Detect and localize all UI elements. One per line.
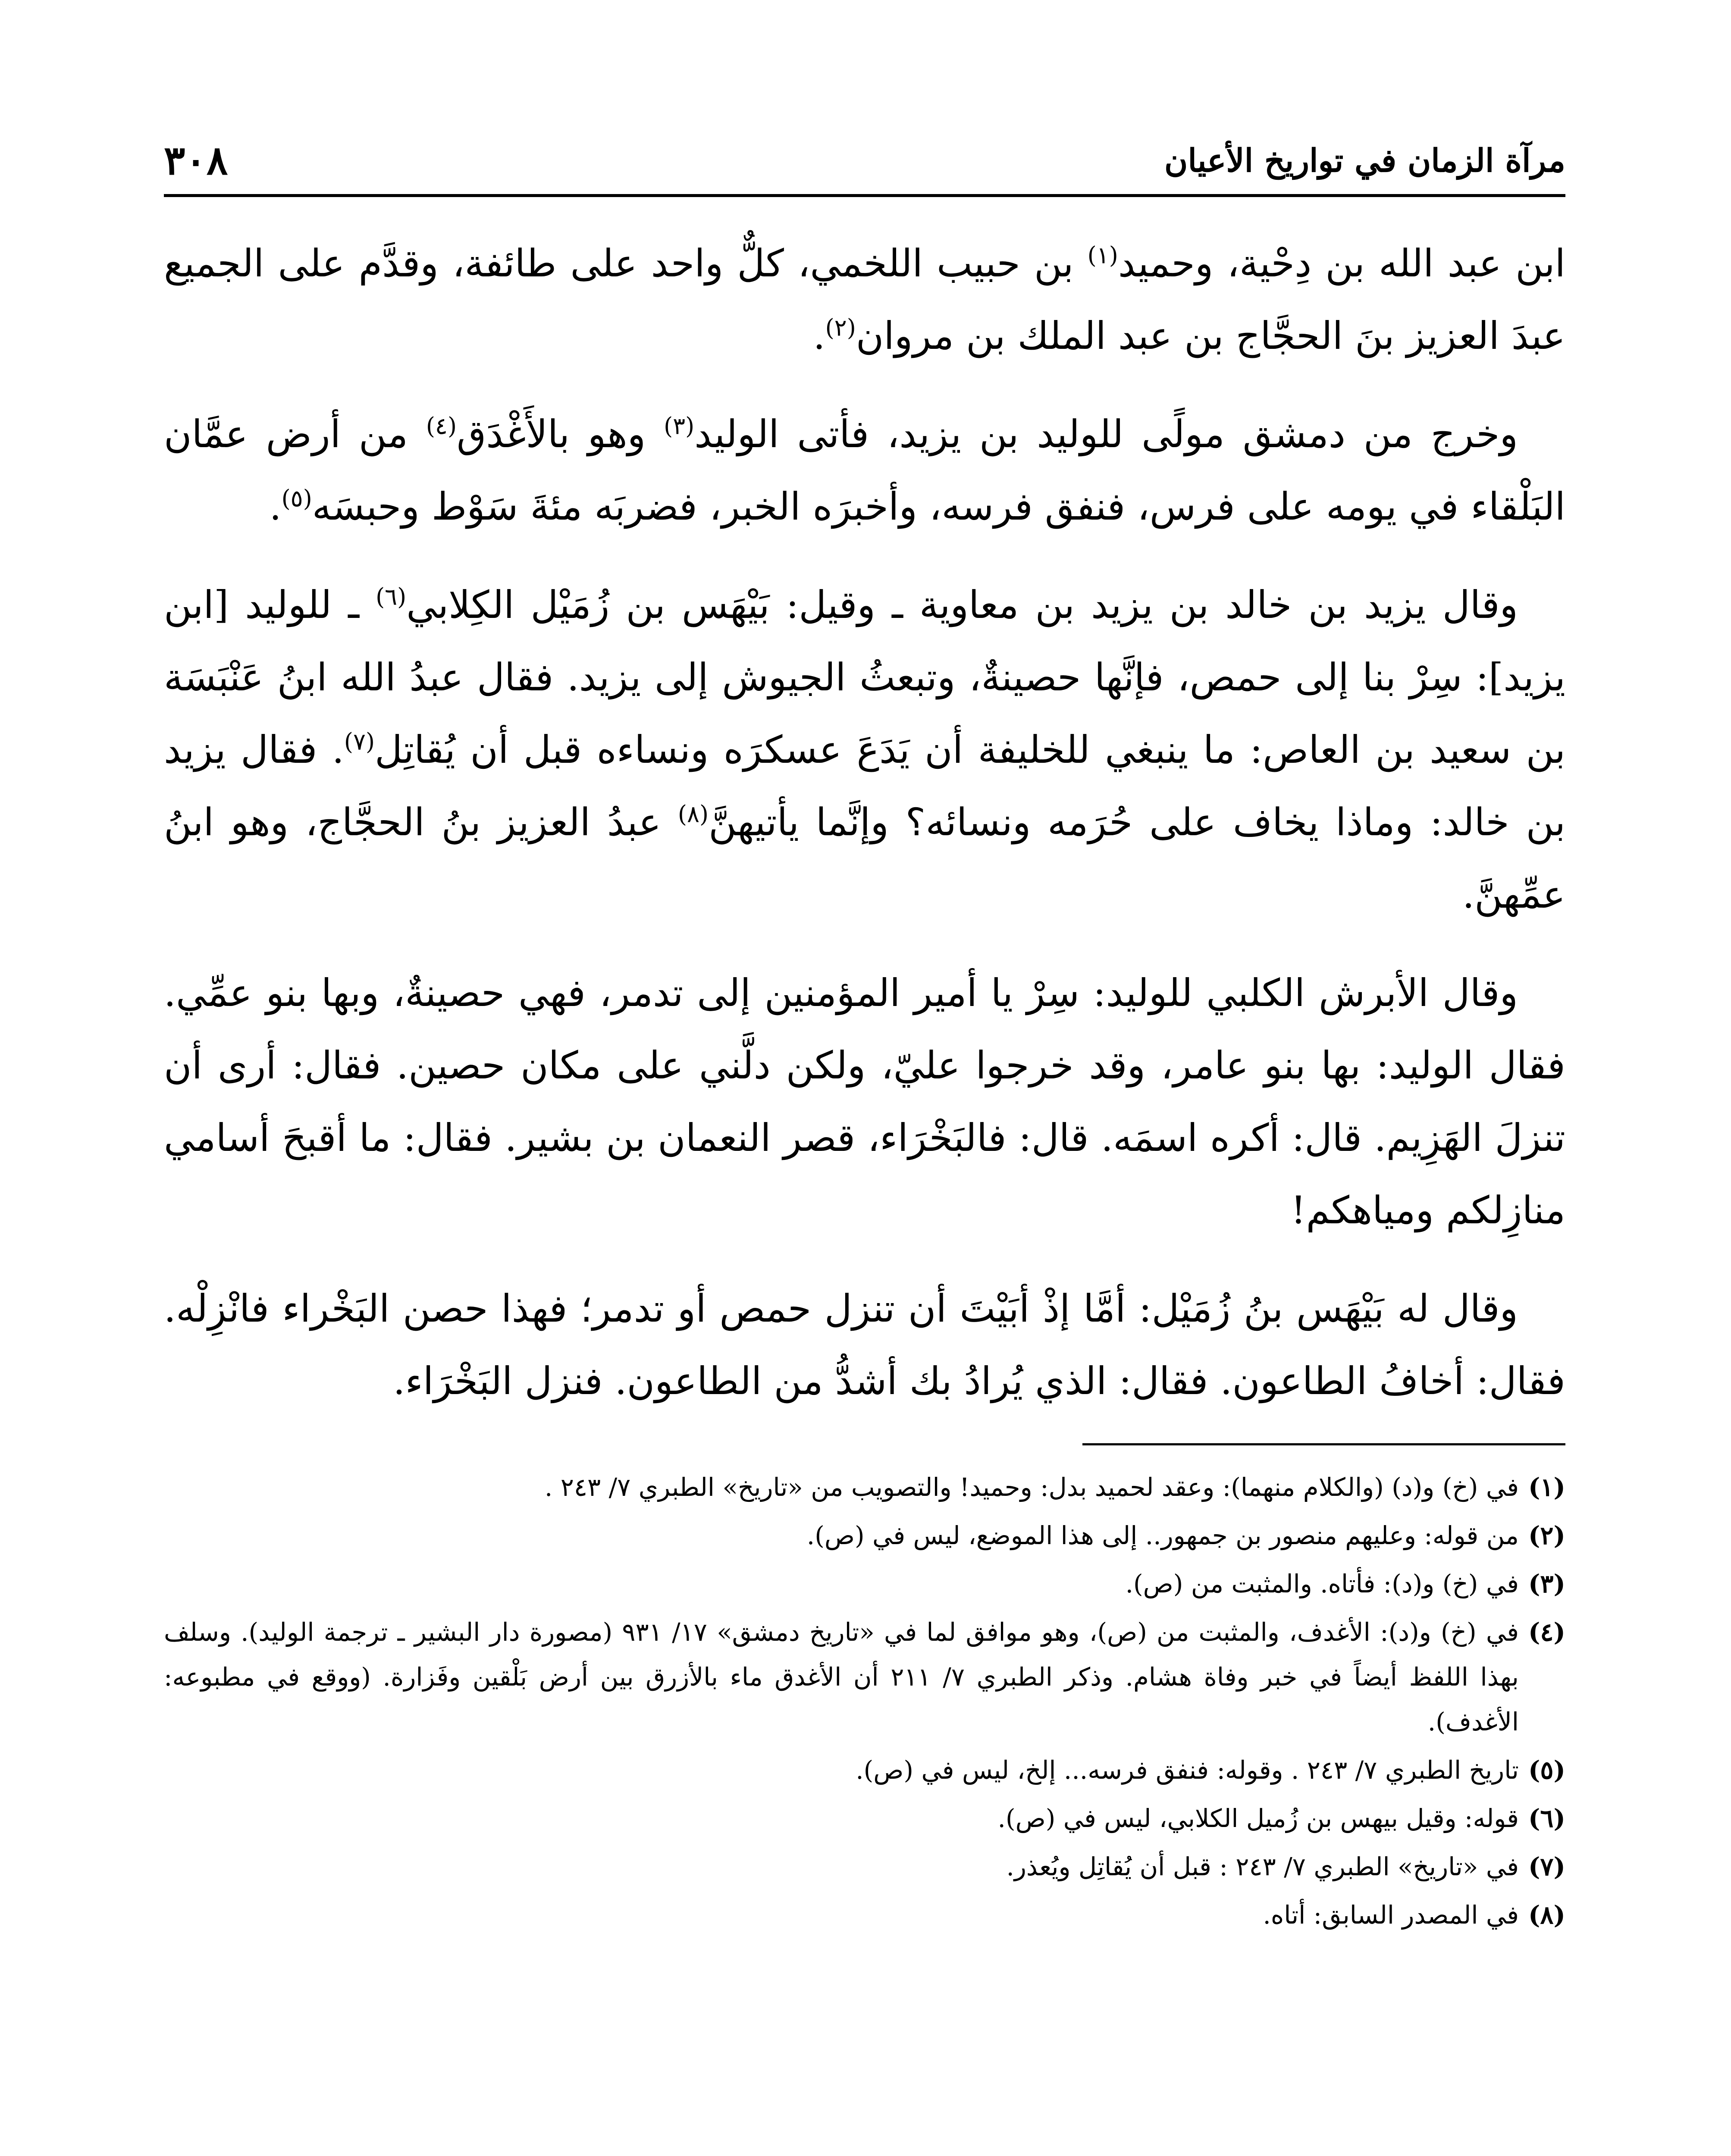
- text-run: من أرض عمَّان البَلْقاء في يومه على فرس، فنفق فرسه، وأخبرَه الخبر، فضربَه مئةَ سَوْط وحبسَه: [164, 412, 1565, 529]
- page-header: [164, 129, 1565, 197]
- page-number: ٣٠٨: [164, 137, 228, 184]
- running-title: مرآة الزمان في تواريخ الأعيان: [1164, 142, 1565, 179]
- footnote-number: (٢): [1528, 1521, 1565, 1550]
- footnote-6: [164, 1796, 1565, 1841]
- footnote-ref-1: (١): [1087, 241, 1118, 269]
- footnote-number: (٤): [1528, 1617, 1565, 1647]
- text-run: .: [269, 484, 282, 529]
- footnote-text: في (خ) و(د) (والكلام منهما): وعقد لحميد بدل: وحميد! والتصويب من «تاريخ» الطبري ٧/ ٢٤٣ .: [544, 1473, 1519, 1502]
- text-run: وقال له بَيْهَس بنُ زُمَيْل: أمَّا إذْ أبَيْتَ أن تنزل حمص أو تدمر؛ فهذا حصن البَخْراء فانْزِلْه. فقال: أخافُ الطاعون. فقال: الذي يُرادُ بك أشدُّ من الطاعون. فنزل البَخْرَاء.: [164, 1286, 1565, 1403]
- footnote-text: في (خ) و(د): فأتاه. والمثبت من (ص).: [1125, 1569, 1519, 1598]
- footnote-3: [164, 1561, 1565, 1606]
- footnote-2: [164, 1513, 1565, 1558]
- footnote-number: (٨): [1528, 1900, 1565, 1930]
- paragraph-1: [164, 227, 1565, 372]
- text-run: .: [813, 313, 825, 358]
- footnote-text: قوله: وقيل بيهس بن زُميل الكلابي، ليس في (ص).: [997, 1804, 1519, 1833]
- text-run: بن حبيب اللخمي، كلٌّ واحد على طائفة، وقدَّم على الجميع عبدَ العزيز بنَ الحجَّاج بن عبد الملك بن مروان: [164, 241, 1565, 358]
- paragraph-3: [164, 569, 1565, 931]
- text-run: ـ للوليد [ابن يزيد]: سِرْ بنا إلى حمص، فإنَّها حصينةٌ، وتبعثُ الجيوش إلى يزيد. فقال عبدُ الله ابنُ عَنْبَسَة بن سعيد بن العاص: ما ينبغي للخليفة أن يَدَعَ عسكرَه ونساءه قبل أن يُقاتِل: [164, 583, 1565, 772]
- footnote-number: (٧): [1528, 1852, 1565, 1881]
- footnote-8: [164, 1893, 1565, 1937]
- text-run: وخرج من دمشق مولًى للوليد بن يزيد، فأتى الوليد: [694, 412, 1518, 456]
- footnote-number: (٦): [1528, 1804, 1565, 1833]
- footnote-number: (٣): [1528, 1569, 1565, 1598]
- text-run: وهو بالأَغْدَق: [457, 412, 664, 456]
- footnote-divider: [1082, 1443, 1565, 1445]
- footnote-ref-5: (٥): [281, 485, 312, 512]
- text-run: وقال الأبرش الكلبي للوليد: سِرْ يا أمير المؤمنين إلى تدمر، فهي حصينةٌ، وبها بنو عمِّي. فقال الوليد: بها بنو عامر، وقد خرجوا عليّ، ولكن دلَّني على مكان حصين. فقال: أرى أن تنزلَ الهَزِيم. قال: أكره اسمَه. قال: فالبَخْرَاء، قصر النعمان بن بشير. فقال: ما أقبحَ أسامي منازِلكم ومياهكم!: [164, 971, 1566, 1232]
- footnotes: [164, 1465, 1565, 1937]
- footnote-number: (٥): [1528, 1755, 1565, 1785]
- footnote-text: من قوله: وعليهم منصور بن جمهور.. إلى هذا الموضع، ليس في (ص).: [806, 1521, 1519, 1550]
- footnote-ref-2: (٢): [825, 314, 856, 342]
- footnote-ref-8: (٨): [677, 800, 709, 828]
- footnote-text: في «تاريخ» الطبري ٧/ ٢٤٣ : قبل أن يُقاتِل ويُعذر.: [1006, 1852, 1519, 1881]
- book-page: [164, 129, 1565, 2156]
- footnote-ref-3: (٣): [664, 412, 695, 440]
- text-run: عبدُ العزيز بنُ الحجَّاج، وهو ابنُ عمِّهنَّ.: [164, 800, 1565, 917]
- footnote-5: [164, 1748, 1565, 1792]
- footnote-number: (١): [1528, 1473, 1565, 1502]
- footnote-7: [164, 1844, 1565, 1889]
- text-run: وقال يزيد بن خالد بن يزيد بن معاوية ـ وقيل: بَيْهَس بن زُمَيْل الكِلابي: [406, 583, 1518, 627]
- paragraph-2: [164, 398, 1565, 543]
- paragraph-4: [164, 957, 1565, 1247]
- footnote-text: في (خ) و(د): الأغدف، والمثبت من (ص)، وهو موافق لما في «تاريخ دمشق» ١٧/ ٩٣١ (مصورة دار البشير ـ ترجمة الوليد). وسلف بهذا اللفظ أيضاً في خبر وفاة هشام. وذكر الطبري ٧/ ٢١١ أن الأغدق ماء بالأزرق بين أرض بَلْقين وفَزارة. (ووقع في مطبوعه: الأغدف).: [164, 1617, 1519, 1736]
- footnote-4: [164, 1610, 1565, 1744]
- footnote-text: تاريخ الطبري ٧/ ٢٤٣ . وقوله: فنفق فرسه... إلخ، ليس في (ص).: [856, 1755, 1519, 1785]
- footnote-ref-4: (٤): [426, 412, 457, 440]
- footnote-1: [164, 1465, 1565, 1510]
- footnote-ref-7: (٧): [344, 728, 375, 755]
- text-run: . فقال يزيد بن خالد: وماذا يخاف على حُرَمه ونسائه؟ وإنَّما يأتيهنَّ: [164, 727, 1565, 844]
- main-text: [164, 227, 1565, 1417]
- footnote-text: في المصدر السابق: أتاه.: [1263, 1900, 1519, 1930]
- footnote-ref-6: (٦): [376, 583, 407, 611]
- text-run: ابن عبد الله بن دِحْية، وحميد: [1118, 241, 1566, 285]
- paragraph-5: [164, 1272, 1565, 1417]
